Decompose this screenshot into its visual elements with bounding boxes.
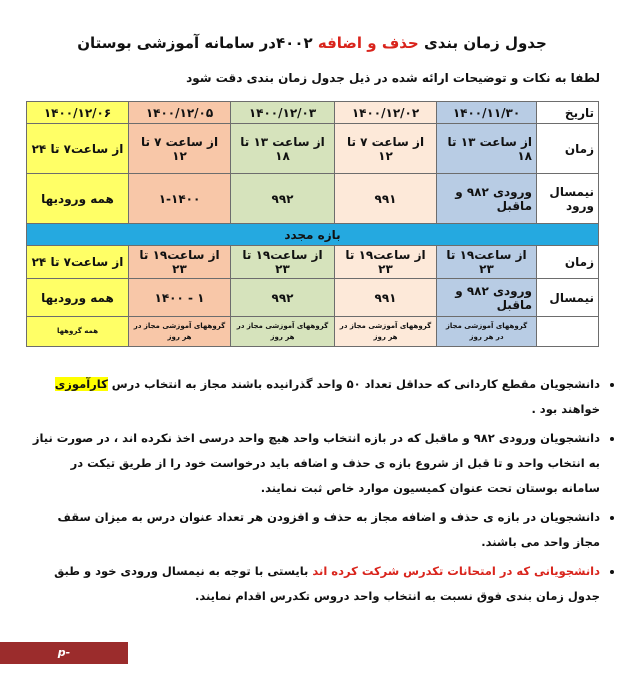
- row-label: زمان: [537, 246, 599, 279]
- time-cell: از ساعت ۷ تا ۱۲: [335, 124, 437, 174]
- table-row: [27, 174, 599, 224]
- semester-cell: ورودی ۹۸۲ و ماقبل: [437, 279, 537, 317]
- semester-cell: ۹۹۲: [231, 279, 335, 317]
- time-cell: از ساعت۱۹ تا ۲۳: [335, 246, 437, 279]
- table-row: [27, 102, 599, 124]
- table-row: [27, 279, 599, 317]
- date-cell: ۱۴۰۰/۱۲/۰۳: [231, 102, 335, 124]
- note-item: • دانشجویان در بازه ی حذف و اضافه مجاز به حذف و افزودن هر تعداد عنوان درس به میزان سقف مجاز واحد می باشند.: [30, 505, 600, 555]
- table-row: [27, 124, 599, 174]
- group-note-cell: همه گروهها: [27, 317, 129, 347]
- entry-cell: همه ورودیها: [27, 174, 129, 224]
- group-note-cell: گروههای آموزشی مجاز در هر روز: [129, 317, 231, 347]
- group-note-cell: گروههای آموزشی مجاز در هر روز: [437, 317, 537, 347]
- internship-highlight: کارآموزی: [54, 377, 108, 391]
- group-note-cell: گروههای آموزشی مجاز در هر روز: [335, 317, 437, 347]
- time-cell: از ساعت۱۹ تا ۲۳: [231, 246, 335, 279]
- time-cell: از ساعت۷ تا ۲۴: [27, 124, 129, 174]
- time-cell: از ساعت۷ تا ۲۴: [27, 246, 129, 279]
- footer-url[interactable]: p-safadasht.tvu.ac.ir: [0, 642, 128, 664]
- note-item: • دانشجویانی که در امتحانات تکدرس شرکت کرده اند بایستی با توجه به نیمسال ورودی خود و طبق جدول زمان بندی فوق نسبت به انتخاب واحد دروس تکدرس اقدام نمایند.: [30, 559, 600, 609]
- row-label: زمان: [537, 124, 599, 174]
- row-label: نیمسال: [537, 279, 599, 317]
- note-item: • دانشجویان مقطع کاردانی که حداقل تعداد ۵۰ واحد گذرانیده باشند مجاز به انتخاب درس کارآموزی خواهند بود .: [30, 372, 600, 422]
- entry-cell: ۱-۱۴۰۰: [129, 174, 231, 224]
- table-row: [27, 246, 599, 279]
- entry-cell: ۹۹۲: [231, 174, 335, 224]
- time-cell: از ساعت۱۹ تا ۲۳: [129, 246, 231, 279]
- semester-cell: ۹۹۱: [335, 279, 437, 317]
- group-note-cell: گروههای آموزشی مجاز در هر روز: [231, 317, 335, 347]
- row-label: تاریخ: [537, 102, 599, 124]
- subtitle: لطفا به نکات و توضیحات ارائه شده در ذیل جدول زمان بندی دقت شود: [186, 71, 600, 85]
- date-cell: ۱۴۰۰/۱۲/۰۲: [335, 102, 437, 124]
- band-row: بازه مجدد: [27, 224, 599, 246]
- time-cell: از ساعت ۱۳ تا ۱۸: [231, 124, 335, 174]
- table-row: [27, 224, 599, 246]
- schedule-table: [26, 101, 599, 347]
- entry-cell: ۹۹۱: [335, 174, 437, 224]
- note-red-text: دانشجویانی که در امتحانات تکدرس شرکت کرده اند: [312, 564, 600, 578]
- time-cell: از ساعت۱۹ تا ۲۳: [437, 246, 537, 279]
- semester-cell: ۱ - ۱۴۰۰: [129, 279, 231, 317]
- row-label: [537, 317, 599, 347]
- note-item: • دانشجویان ورودی ۹۸۲ و ماقبل که در بازه انتخاب واحد هیچ واحد درسی اخذ نکرده اند ، در صورت نیاز به انتخاب واحد و تا قبل از شروع بازه ی حذف و اضافه باید درخواست خود را از طریق تیکت در سامانه بوستان تحت عنوان کمیسیون موارد خاص ثبت نمایند.: [30, 426, 600, 501]
- time-cell: از ساعت ۷ تا ۱۲: [129, 124, 231, 174]
- semester-cell: همه ورودیها: [27, 279, 129, 317]
- date-cell: ۱۴۰۰/۱۱/۳۰: [437, 102, 537, 124]
- date-cell: ۱۴۰۰/۱۲/۰۶: [27, 102, 129, 124]
- time-cell: از ساعت ۱۳ تا ۱۸: [437, 124, 537, 174]
- title-highlight: حذف و اضافه: [317, 34, 419, 52]
- entry-cell: ورودی ۹۸۲ و ماقبل: [437, 174, 537, 224]
- date-cell: ۱۴۰۰/۱۲/۰۵: [129, 102, 231, 124]
- table-row: [27, 317, 599, 347]
- row-label: نیمسال ورود: [537, 174, 599, 224]
- notes-list: [30, 372, 616, 613]
- page-title: جدول زمان بندی حذف و اضافه ۴۰۰۲در سامانه آموزشی بوستان: [77, 34, 547, 52]
